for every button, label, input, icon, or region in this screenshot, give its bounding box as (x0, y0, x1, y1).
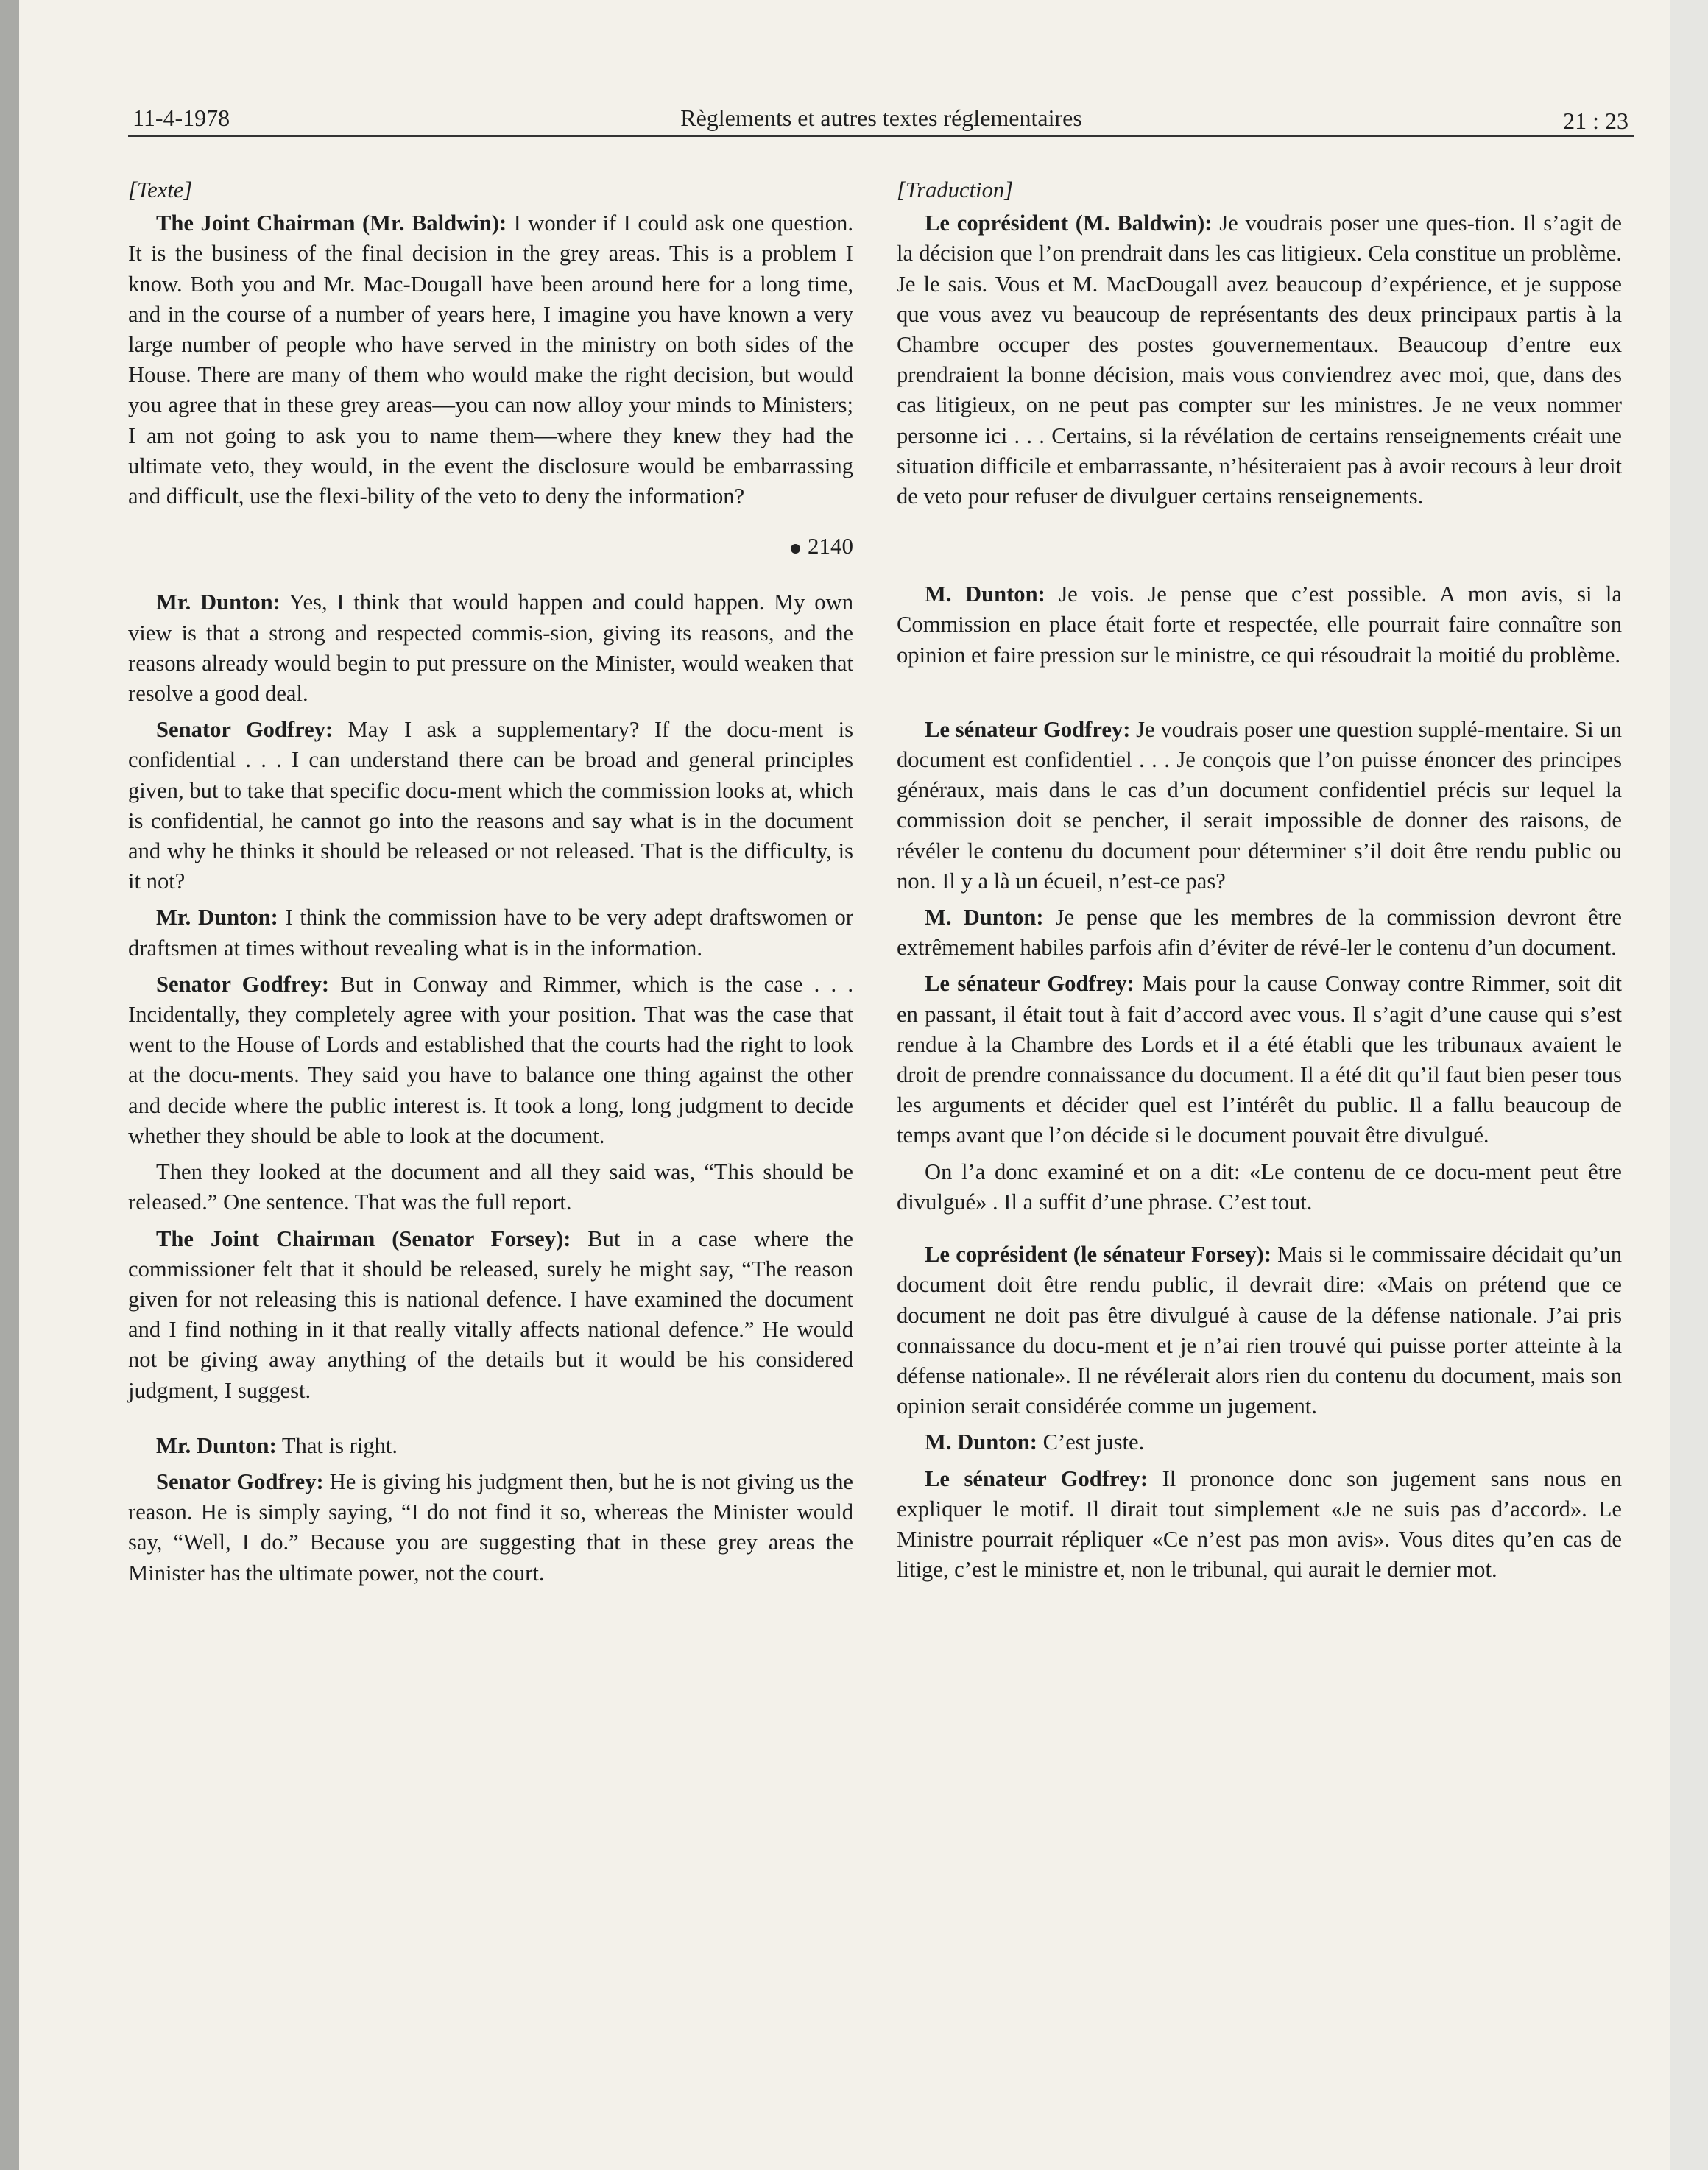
speaker: M. Dunton: (925, 1429, 1037, 1455)
english-column (128, 175, 853, 1594)
header-date: 11-4-1978 (133, 105, 230, 131)
speech: He is giving his judgment then, but he is not giving us the reason. He is simply saying, “I do not find it so, whereas the Minister would say, “Well, I do.” Because you are suggesting that in these grey areas the Minister has the ultimate power, not the court. (128, 1469, 853, 1586)
paragraph (897, 208, 1622, 512)
paragraph: Then they looked at the document and all they said was, “This should be released.” One sentence. That was the full report. (128, 1159, 853, 1215)
speech: Je vois. Je pense que c’est possible. A mon avis, si la Commission en place était forte et respectée, elle pourrait faire connaître son opinion et faire pression sur le ministre, ce qui résoudrait la moitié du problème. (897, 582, 1623, 668)
speaker: Mr. Dunton: (156, 1432, 277, 1458)
paragraph (128, 587, 853, 709)
speaker: The Joint Chairman (Mr. Baldwin): (156, 211, 507, 236)
paragraph (128, 1224, 853, 1406)
speech: Yes, I think that would happen and could happen. My own view is that a strong and respected commis-sion, giving its reasons, and the reasons already would begin to put pressure on the Minister, would weaken that resolve a good deal. (128, 590, 853, 707)
speech: I wonder if I could ask one question. It is the business of the final decision in the grey areas. This is a problem I know. Both you and Mr. Mac-Dougall have been around here for a long time, and in the course of a number of years here, I imagine you have known a very large number of people who have served in the ministry on both sides of the House. There are many of them who would make the right decision, but would you agree that in these grey areas—you can now alloy your minds to Ministers; I am not going to ask you to name them—where they knew they had the ultimate veto, they would, in the event the disclosure would be embarrassing and difficult, use the flexi-bility of the veto to deny the information? (128, 211, 853, 509)
speaker: Mr. Dunton: (156, 590, 280, 615)
speaker: Senator Godfrey: (156, 717, 334, 743)
page-edge (1670, 0, 1708, 2170)
speech: That is right. (276, 1432, 398, 1458)
speech: C’est juste. (1037, 1429, 1145, 1455)
paragraph (897, 902, 1622, 963)
speech: But in a case where the commissioner felt that it should be released, surely he might say, “The reason given for not releasing this is national defence. I have examined the document and I find nothing in it that really vitally affects national defence.” He would not be giving away anything of the details but it would be his considered judgment, I suggest. (128, 1226, 853, 1403)
speech: I think the commission have to be very adept draftswomen or draftsmen at times without revealing what is in the information. (128, 905, 853, 961)
paragraph (128, 902, 853, 963)
speech: Il prononce donc son jugement sans nous en expliquer le motif. Il dirait tout simplement «Je ne suis pas d’accord». Le Ministre pourrait répliquer «Ce n’est pas mon avis». Vous dites qu’en cas de litige, c’est le ministre et, non le tribunal, qui aurait le dernier mot. (897, 1466, 1622, 1583)
paragraph (897, 1464, 1622, 1586)
paragraph: On l’a donc examiné et on a dit: «Le contenu de ce docu-ment peut être divulgué» . Il a suffit d’une phrase. C’est tout. (897, 1159, 1622, 1215)
header-title: Règlements et autres textes réglementaires (680, 105, 1082, 131)
speaker: Le sénateur Godfrey: (925, 716, 1131, 742)
page-number: 21 : 23 (1563, 107, 1628, 134)
speaker: Le sénateur Godfrey: (925, 971, 1134, 997)
paragraph (897, 1240, 1622, 1421)
french-column (897, 175, 1622, 1591)
column-heading-text: Texte (136, 177, 184, 202)
speech: But in Conway and Rimmer, which is the case . . . Incidentally, they completely agree with your position. That was the case that went to the House of Lords and established that the courts had the right to look at the docu-ments. They said you have to balance one thing against the other and decide where the public interest is. It took a long, long judgment to decide whether they should be able to look at the document. (128, 971, 854, 1148)
speaker: M. Dunton: (925, 582, 1045, 607)
speech: Je voudrais poser une question supplé-mentaire. Si un document est confidentiel . . . Je conçois que l’on puisse énoncer des principes généraux, mais dans le cas d’un document confidentiel précis sur lequel la commission doit se pencher, il serait impossible de donner des raisons, de révéler le contenu du document pour déterminer s’il doit être rendu public ou non. Il y a là un écueil, n’est-ce pas? (897, 716, 1622, 894)
column-heading-text: Traduction (905, 177, 1005, 202)
speaker: M. Dunton: (925, 905, 1044, 930)
paragraph (897, 715, 1622, 897)
speaker: Le coprésident (le sénateur Forsey): (925, 1242, 1271, 1268)
speech: Je voudrais poser une ques-tion. Il s’agit de la décision que l’on prendrait dans les cas litigieux. Cela constitue un problème. Je le sais. Vous et M. MacDougall avez beaucoup d’expérience, et je suppose que vous avez vu beaucoup de représentants des deux principaux partis à la Chambre occuper des postes gouvernementaux. Beaucoup d’entre eux prendraient la bonne décision, mais vous conviendrez avec moi, que, dans des cas litigieux, on ne peut pas compter sur les ministres. Je ne veux nommer personne ici . . . Certains, si la révélation de certains renseignements créait une situation difficile et embarrassante, n’hésiteraient pas à avoir recours à leur droit de veto pour refuser de divulguer certains renseignements. (897, 211, 1622, 509)
speech: Je pense que les membres de la commission devront être extrêmement habiles parfois afin d’éviter de révé-ler le contenu d’un document. (897, 905, 1622, 961)
speaker: Senator Godfrey: (156, 1469, 324, 1494)
paragraph (897, 579, 1622, 671)
speech: Mais si le commissaire décidait qu’un document doit être rendu public, il devrait dire: «Mais on prétend que ce document ne doit pas être divulgué à cause de la défense nationale. J’ai pris connaissance du docu-ment et je n’ai rien trouvé qui puisse porter atteinte à la défense nationale». Il ne révélerait alors rien du contenu du document, mais son opinion serait considérée comme un jugement. (897, 1242, 1622, 1419)
speaker: Senator Godfrey: (156, 971, 330, 997)
speaker: Mr. Dunton: (156, 905, 278, 930)
speech: Mais pour la cause Conway contre Rimmer, soit dit en passant, il était tout à fait d’accord avec vous. Il s’agit d’une cause qui s’est rendue à la Chambre des Lords et il a été établi que les tribunaux avaient le droit de prendre connaissance du document. Il a été dit qu’il faut bien peser tous les arguments et décider quel est l’intérêt du public. Il a fallu beaucoup de temps avant que l’on décide si le document pouvait être divulgué. (897, 971, 1622, 1148)
speaker: The Joint Chairman (Senator Forsey): (156, 1226, 571, 1251)
paragraph (128, 969, 853, 1151)
paragraph (897, 969, 1622, 1151)
running-header (128, 103, 1634, 137)
time-marker (128, 531, 853, 561)
paragraph (128, 1467, 853, 1588)
column-heading: [Texte] (128, 177, 193, 202)
paragraph (897, 1427, 1622, 1457)
column-heading: [Traduction] (897, 177, 1014, 202)
speaker: Le coprésident (M. Baldwin): (925, 211, 1213, 236)
speech: May I ask a supplementary? If the docu-ment is confidential . . . I can understand there can be broad and general principles given, but to take that specific docu-ment which the commission looks at, which is confidential, he cannot go into the reasons and say what is in the document and why he thinks it should be released or not released. That is the difficulty, is it not? (128, 717, 853, 894)
speaker: Le sénateur Godfrey: (925, 1466, 1148, 1491)
paragraph (128, 715, 853, 897)
paragraph (128, 208, 853, 512)
paragraph (128, 1431, 853, 1461)
bullet-icon (791, 544, 800, 554)
time-marker-value: 2140 (808, 533, 853, 559)
